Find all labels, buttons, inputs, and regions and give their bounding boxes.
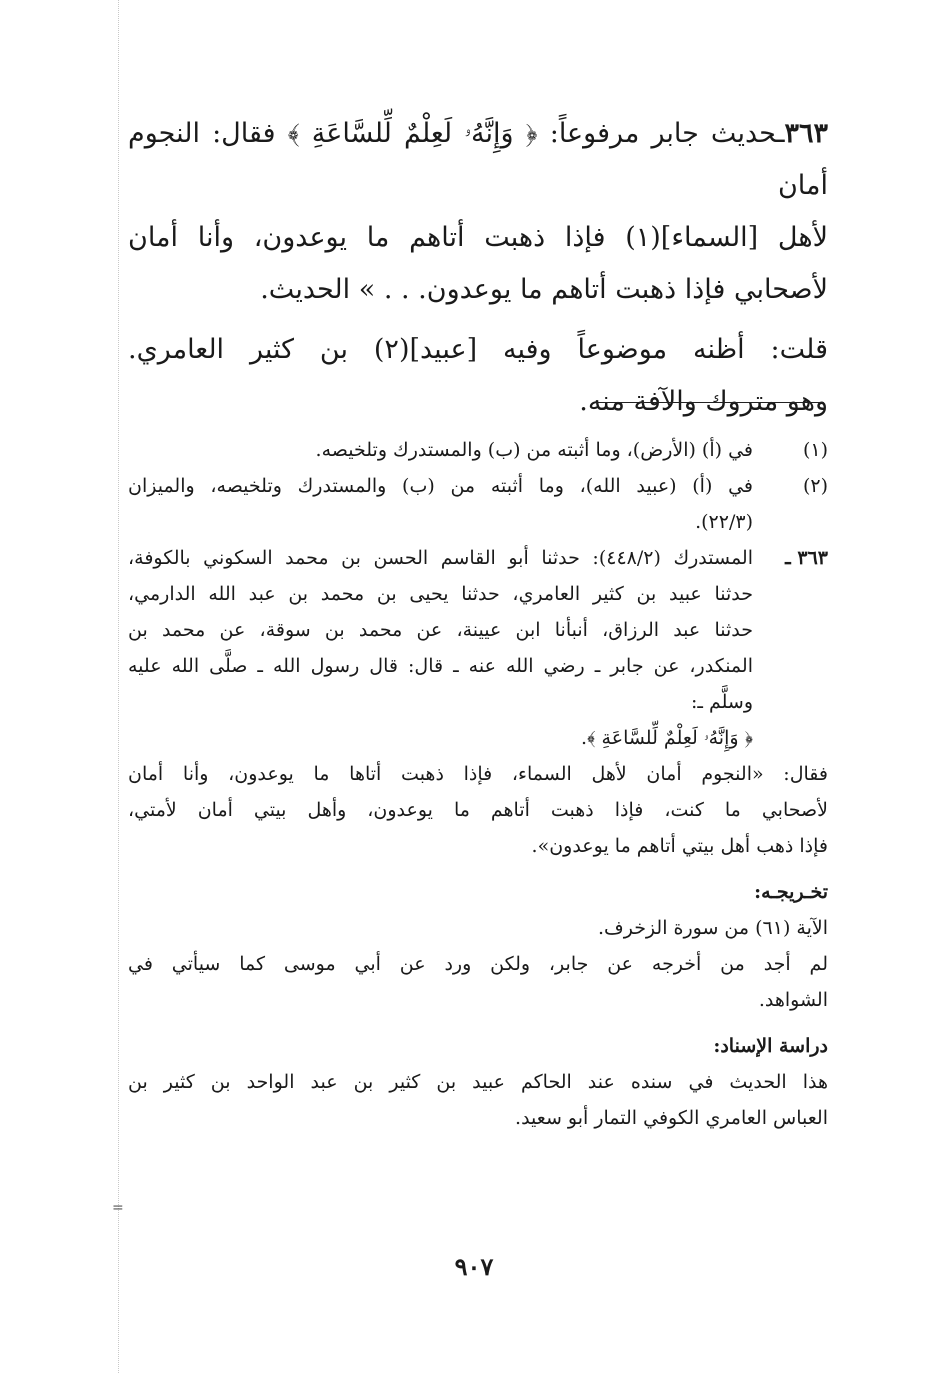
hadith-intro: حديث جابر مرفوعاً:	[537, 118, 777, 149]
takhrij-dash: ـ	[785, 547, 791, 569]
takhrij-section-line: لم أجد من أخرجه عن جابر، ولكن ورد عن أبي موسى كما سيأتي في	[128, 953, 828, 975]
hadith-text-line: فقال: «النجوم أمان لأهل السماء، فإذا ذهبت أتاها ما يوعدون، وأنا أمان	[128, 763, 828, 785]
footnote-number: (١)	[802, 439, 828, 461]
footnote-text-cont: (٢٢/٣).	[695, 511, 753, 533]
takhrij-line: وسلَّم ـ:	[690, 691, 753, 713]
quran-verse: ﴿ وَإِنَّهُۥ لَعِلْمٌ لِّلسَّاعَةِ ﴾	[287, 118, 538, 149]
takhrij-section-line: الشواهد.	[758, 989, 828, 1011]
hadith-line-1-end: فقال: النجوم أمان	[128, 118, 828, 201]
hadith-line-1	[128, 108, 828, 212]
comment-line-2: وهو متروك والآفة منه.	[579, 386, 828, 417]
takhrij-line: المنكدر، عن جابر ـ رضي الله عنه ـ قال: قال رسول الله ـ صلَّى الله عليه	[128, 655, 753, 677]
hadith-line-2: لأهل [السماء](١) فإذا ذهبت أتاهم ما يوعدون، وأنا أمان	[128, 222, 828, 253]
page-number: ٩٠٧	[454, 1252, 494, 1281]
takhrij-line: حدثنا عبد الرزاق، أنبأنا ابن عيينة، عن محمد بن سوقة، عن محمد بن	[128, 619, 753, 641]
hadith-text-line: فإذا ذهب أهل بيتي أتاهم ما يوعدون».	[531, 835, 828, 857]
hadith-main-text	[128, 108, 828, 428]
footnote-separator	[596, 402, 824, 403]
takhrij-heading: تخـريجـه:	[754, 881, 828, 903]
isnad-heading: دراسة الإسناد:	[713, 1035, 828, 1057]
footnote-text: في (أ) (عبيد الله)، وما أثبته من (ب) والمستدرك وتلخيصه، والميزان	[128, 475, 753, 497]
hadith-number: ٣٦٣	[784, 118, 828, 149]
comment-line-1: قلت: أظنه موضوعاً وفيه [عبيد](٢) بن كثير العامري.	[128, 334, 828, 365]
edge-mark: =	[112, 1200, 124, 1216]
hadith-dash: ـ	[776, 118, 785, 149]
isnad-line: هذا الحديث في سنده عند الحاكم عبيد بن كثير بن عبد الواحد بن كثير بن	[128, 1071, 828, 1093]
takhrij-line: المستدرك (٤٤٨/٢): حدثنا أبو القاسم الحسن بن محمد السكوني بالكوفة،	[128, 547, 753, 569]
takhrij-block	[128, 540, 828, 756]
takhrij-section-line: الآية (٦١) من سورة الزخرف.	[597, 917, 828, 939]
takhrij-num: ٣٦٣	[797, 547, 828, 569]
quran-verse: ﴿ وَإِنَّهُۥ لَعِلْمٌ لِّلسَّاعَةِ ﴾.	[581, 727, 753, 749]
isnad-line: العباس العامري الكوفي التمار أبو سعيد.	[515, 1107, 828, 1129]
takhrij-line: حدثنا عبيد بن كثير العامري، حدثنا يحيى بن محمد بن عبد الله الدارمي،	[128, 583, 753, 605]
footnote-text: في (أ) (الأرض)، وما أثبته من (ب) والمستدرك وتلخيصه.	[315, 439, 753, 461]
hadith-text-line: لأصحابي ما كنت، فإذا ذهبت أتاهم ما يوعدون، وأهل بيتي أمان لأمتي،	[128, 799, 828, 821]
binding-edge-line	[118, 0, 119, 1373]
hadith-line-3: لأصحابي فإذا ذهبت أتاهم ما يوعدون. . . » الحديث.	[260, 274, 828, 305]
notes-area	[128, 432, 828, 1136]
footnote-1	[128, 432, 828, 468]
footnote-number: (٢)	[802, 475, 828, 497]
footnote-2	[128, 468, 828, 540]
